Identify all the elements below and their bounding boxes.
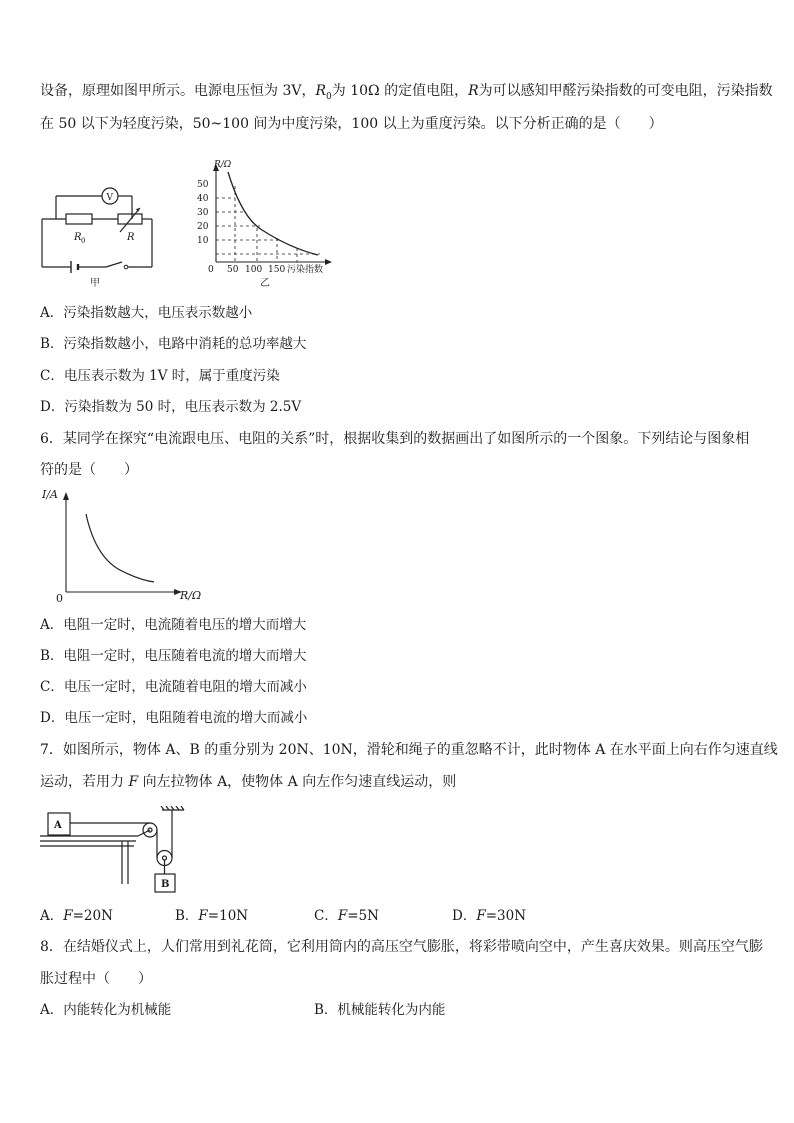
q6-option-b: B．电阻一定时，电压随着电流的增大而增大 [40,648,307,664]
q5-r0-symbol: R [315,83,327,99]
block-b-label: B [161,879,170,890]
q5-stem-part-c: 为可以感知甲醛污染指数的可变电阻，污染指数 [478,83,773,99]
ytick-30: 30 [197,208,209,218]
q8-stem-line1: 8．在结婚仪式上，人们常用到礼花筒，它利用筒内的高压空气膨胀，将彩带喷向空中，产生喜庆效果。则高压空气膨 [40,939,763,955]
q7-option-a [40,907,113,925]
q7-force-symbol: F [128,774,139,790]
q7-stem-part-a: 运动，若用力 [40,774,129,790]
ytick-40: 40 [197,194,209,204]
xtick-0: 0 [208,265,214,275]
ytick-10: 10 [197,236,209,246]
q5-option-d: D．污染指数为 50 时，电压表示数为 2.5V [40,399,302,415]
q7-option-b [175,907,248,925]
switch-icon [106,262,122,267]
graph-yi-xlabel: 污染指数 [287,265,324,275]
q7-option-a-prefix: A． [40,908,64,924]
q6-option-c: C．电压一定时，电流随着电阻的增大而减小 [40,679,307,695]
q5-circuit-diagram [36,182,162,290]
q5-r0-subscript: 0 [326,91,332,102]
q8-stem-line2: 胀过程中（ ） [40,971,152,987]
q5-stem-part-a: 设备，原理如图甲所示。电源电压恒为 3V， [40,83,316,99]
q7-option-d [452,907,526,925]
xtick-100: 100 [245,265,263,275]
r0-label: R [74,232,82,243]
q7-option-c-prefix: C． [314,908,338,924]
q7-option-d-prefix: D． [452,908,477,924]
q7-option-d-var: F [476,908,486,924]
q5-option-b: B．污染指数越小，电路中消耗的总功率越大 [40,336,307,352]
q7-option-c-value: =5N [347,908,379,924]
q5-option-a: A．污染指数越大，电压表示数越小 [40,305,253,321]
q7-pulley-diagram [38,806,198,898]
resistance-curve [228,172,318,255]
q6-option-d: D．电压一定时，电阻随着电流的增大而减小 [40,710,308,726]
q5-stem-line1 [40,82,773,106]
q6-ylabel: I/A [42,488,58,501]
q7-stem-line2 [40,773,456,791]
r0-label-sub: 0 [81,237,86,245]
variable-resistor [118,214,142,224]
q8-option-b: B．机械能转化为内能 [314,1002,446,1018]
q8-option-a: A．内能转化为机械能 [40,1002,172,1018]
q6-xlabel: R/Ω [180,589,202,602]
r0-resistor [66,214,92,224]
ytick-20: 20 [197,222,209,232]
q6-stem-line2: 符的是（ ） [40,462,138,478]
ytick-50: 50 [197,180,209,190]
r-label: R [127,232,135,243]
xtick-150: 150 [268,265,286,275]
q7-option-c-var: F [337,908,348,924]
inverse-curve [86,514,154,582]
q5-r-symbol: R [468,83,479,99]
q7-option-a-var: F [63,908,73,924]
q5-option-c: C．电压表示数为 1V 时，属于重度污染 [40,368,280,384]
graph-yi-ylabel: R/Ω [214,160,232,170]
q5-resistance-graph [190,158,340,292]
q7-option-c [314,907,379,925]
q7-option-a-value: =20N [72,908,113,924]
q6-stem-line1: 6．某同学在探究“电流跟电压、电阻的关系”时，根据收集到的数据画出了如图所示的一个图象。下列结论与图象相 [40,431,750,447]
q7-option-d-value: =30N [485,908,527,924]
q6-option-a: A．电阻一定时，电流随着电压的增大而增大 [40,617,307,633]
q5-stem-line2: 在 50 以下为轻度污染，50~100 间为中度污染，100 以上为重度污染。以下分析正确的是（ ） [40,116,663,132]
q5-stem-part-b: 为 10Ω 的定值电阻， [331,83,469,99]
fig-jia-caption: 甲 [90,278,100,289]
q6-current-resistance-graph [40,484,220,608]
q7-option-b-var: F [198,908,208,924]
q6-origin-label: 0 [56,592,63,605]
block-a-label: A [54,820,62,831]
q7-stem-line1: 7．如图所示，物体 A、B 的重分别为 20N、10N，滑轮和绳子的重忽略不计，此时物体 A 在水平面上向右作匀速直线 [40,742,778,758]
voltmeter-label: V [106,193,113,203]
fig-yi-caption: 乙 [260,278,270,289]
q7-option-b-value: =10N [207,908,249,924]
q7-option-b-prefix: B． [175,908,199,924]
xtick-50: 50 [227,265,239,275]
q7-stem-part-b: 向左拉物体 A，使物体 A 向左作匀速直线运动，则 [138,774,457,790]
